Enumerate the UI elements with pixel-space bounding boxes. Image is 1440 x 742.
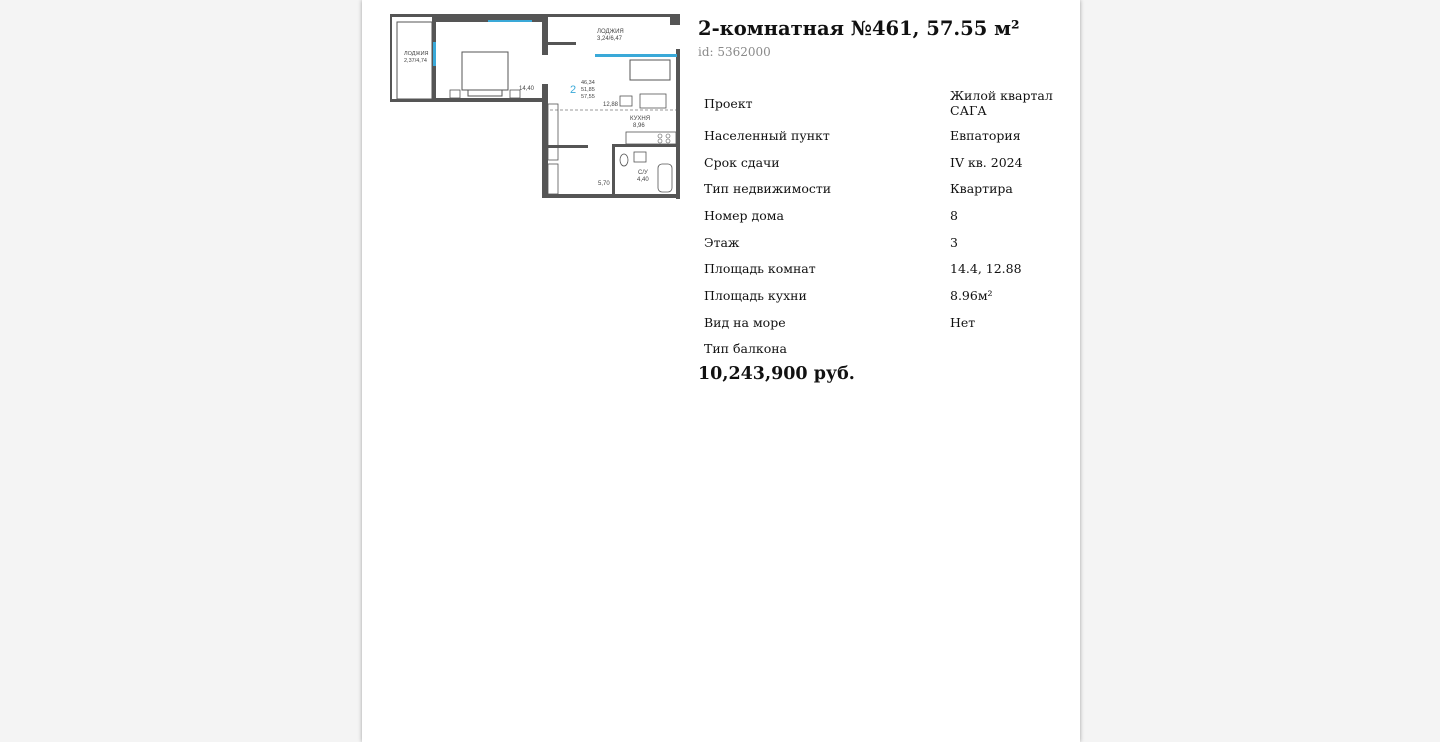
kitchen-area: 8,96 — [633, 123, 645, 129]
listing-price: 10,243,900 руб. — [698, 364, 855, 385]
property-label: Площадь кухни — [704, 287, 807, 303]
area-living: 46,34 — [581, 80, 595, 86]
hall-area: 5,70 — [598, 181, 610, 187]
property-value: Нет — [950, 314, 976, 330]
table-row — [698, 149, 1060, 176]
table-row — [698, 309, 1060, 336]
property-value: 8 — [950, 207, 958, 223]
property-value: 3 — [950, 234, 958, 250]
property-value — [944, 336, 1060, 363]
property-label: Тип недвижимости — [704, 181, 832, 197]
room1-area: 14,40 — [519, 86, 535, 92]
property-label: Площадь комнат — [704, 261, 816, 277]
property-value: IV кв. 2024 — [950, 154, 1023, 170]
table-row — [698, 202, 1060, 229]
bath-area: 4,40 — [637, 177, 649, 183]
property-label: Номер дома — [704, 207, 784, 223]
loggia-left-area: 2,37/4,74 — [404, 58, 427, 64]
table-row — [698, 255, 1060, 282]
room2-area: 12,88 — [603, 102, 619, 108]
kitchen-label: КУХНЯ — [630, 116, 651, 122]
listing-title: 2-комнатная №461, 57.55 м² — [698, 17, 1020, 40]
table-row — [698, 84, 1060, 122]
table-row — [698, 282, 1060, 309]
table-row — [698, 336, 1060, 363]
property-value: 8.96м² — [950, 287, 993, 303]
property-label: Срок сдачи — [704, 154, 780, 170]
property-label: Вид на море — [704, 314, 786, 330]
loggia-left-label: ЛОДЖИЯ — [404, 51, 429, 57]
property-label: Проект — [704, 95, 753, 111]
property-value: 14.4, 12.88 — [950, 261, 1022, 277]
property-label: Тип балкона — [704, 341, 788, 357]
table-row — [698, 122, 1060, 149]
listing-info — [698, 16, 1068, 385]
property-label: Этаж — [704, 234, 740, 250]
table-row — [698, 175, 1060, 202]
property-value: Жилой квартал САГА — [950, 88, 1053, 118]
table-row — [698, 229, 1060, 256]
property-value: Квартира — [950, 181, 1013, 197]
document-sheet — [362, 0, 1080, 742]
floor-plan-drawing — [390, 14, 682, 200]
loggia-top-label: ЛОДЖИЯ — [597, 29, 624, 35]
listing-id: id: 5362000 — [698, 45, 771, 59]
properties-table — [698, 84, 1060, 362]
floor-plan-image — [390, 14, 682, 200]
bath-label: С/У — [638, 170, 648, 176]
loggia-top-area: 3,24/6,47 — [597, 36, 623, 42]
area-total-no-coef: 51,85 — [581, 87, 595, 93]
area-total: 57,55 — [581, 94, 595, 100]
property-value: Евпатория — [950, 127, 1021, 143]
rooms-count: 2 — [570, 84, 577, 96]
property-label: Населенный пункт — [704, 127, 830, 143]
